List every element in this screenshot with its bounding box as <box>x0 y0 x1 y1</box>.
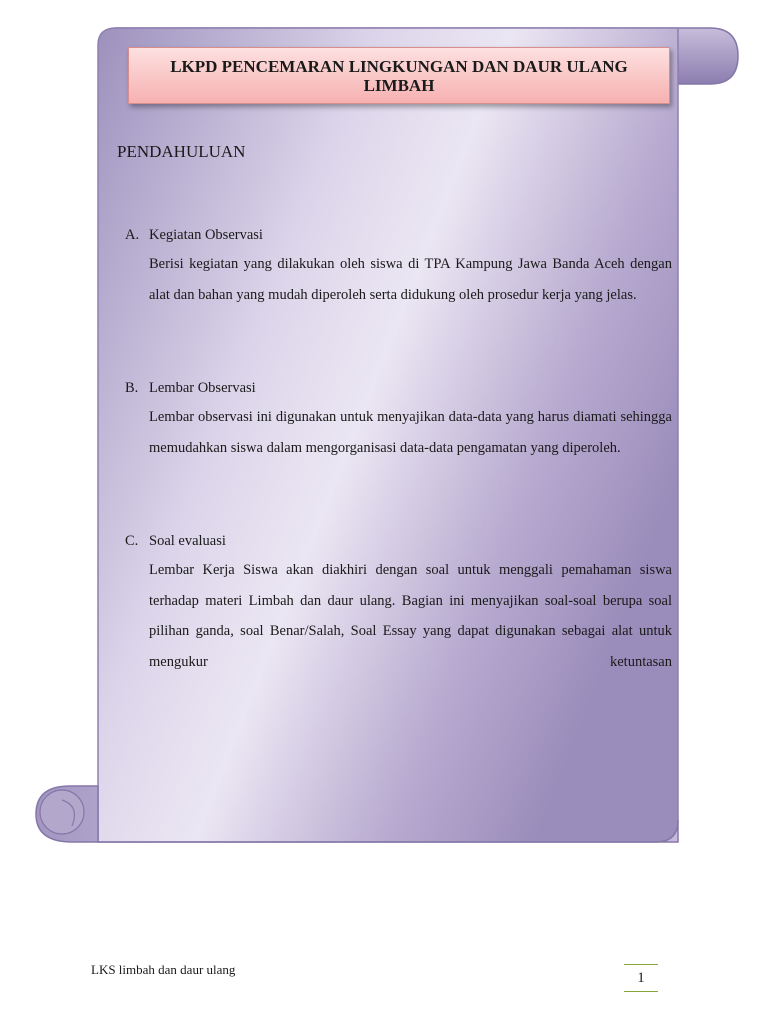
list-item-b <box>125 377 672 463</box>
item-body: Berisi kegiatan yang dilakukan oleh siswa di TPA Kampung Jawa Banda Aceh dengan alat dan bahan yang mudah diperoleh serta didukung oleh prosedur kerja yang jelas. <box>149 256 672 303</box>
item-label: Soal evaluasi <box>149 532 226 549</box>
list-item-a <box>125 224 672 310</box>
item-body: Lembar observasi ini digunakan untuk menyajikan data-data yang harus diamati sehingga memudahkan siswa dalam mengorganisasi data-data pengamatan yang diperoleh. <box>149 409 672 456</box>
page-number: 1 <box>624 964 658 992</box>
item-letter: A. <box>125 226 140 243</box>
section-heading: PENDAHULUAN <box>117 142 246 161</box>
footer-text: LKS limbah dan daur ulang <box>91 962 236 977</box>
item-label-row <box>125 377 672 399</box>
item-label: Lembar Observasi <box>149 379 256 396</box>
document-title: LKPD PENCEMARAN LINGKUNGAN DAN DAUR ULANG LIMBAH <box>128 47 670 104</box>
item-letter: B. <box>125 379 139 396</box>
item-label-row <box>125 224 672 246</box>
item-label: Kegiatan Observasi <box>149 226 263 243</box>
item-letter: C. <box>125 532 139 549</box>
list-item-c <box>125 530 672 678</box>
item-label-row <box>125 530 672 552</box>
item-body: Lembar Kerja Siswa akan diakhiri dengan soal untuk menggali pemahaman siswa terhadap materi Limbah dan daur ulang. Bagian ini menyajikan soal-soal berupa soal pilihan ganda, soal Benar/Salah, Soal Essay yang dapat digunakan sebagai alat untuk mengukur ketuntasan <box>149 562 672 671</box>
